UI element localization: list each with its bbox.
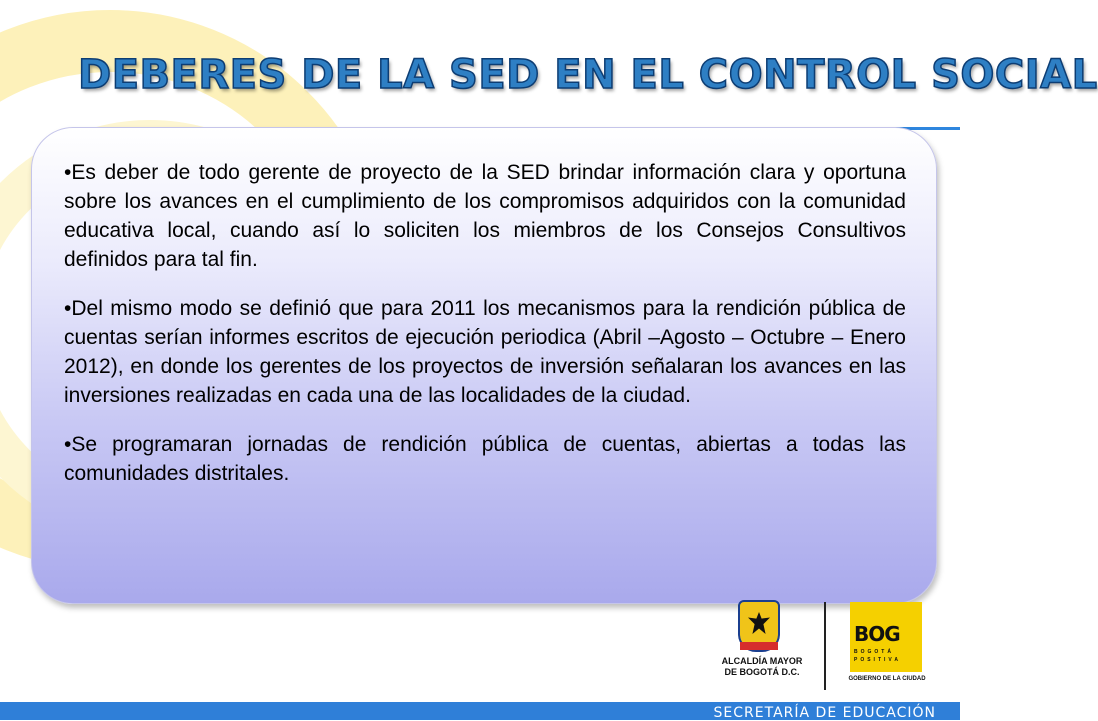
alcaldia-line-2: DE BOGOTÁ D.C. [724, 667, 800, 677]
bog-mark: BOG [854, 622, 900, 646]
content-box [31, 127, 937, 604]
bullet-paragraph-3: •Se programaran jornadas de rendición pública de cuentas, abiertas a todas las comunidades distritales. [64, 433, 906, 485]
bog-subtitle-2: POSITIVA [854, 657, 901, 663]
footer-text: SECRETARÍA DE EDUCACIÓN [713, 705, 936, 721]
bog-positiva-logo-icon [850, 602, 922, 672]
footer-bar [0, 702, 960, 720]
bog-subtitle [854, 648, 918, 664]
eagle-shape [748, 612, 770, 634]
emblem-stripe [740, 642, 778, 650]
alcaldia-label [714, 656, 810, 678]
bullet-paragraph-1: •Es deber de todo gerente de proyecto de la SED brindar información clara y oportuna sobre los avances en el cumplimiento de los compromisos adquiridos con la comunidad educativa local, cuando así lo soliciten los miembros de los Consejos Consultivos definidos para tal fin. [64, 161, 906, 271]
slide-title: DEBERES DE LA SED EN EL CONTROL SOCIAL [78, 52, 1098, 98]
alcaldia-line-1: ALCALDÍA MAYOR [721, 656, 803, 666]
logo-divider [824, 602, 826, 690]
bogota-coat-of-arms-icon [738, 600, 780, 652]
logos-area [714, 598, 934, 698]
bog-caption: GOBIERNO DE LA CIUDAD [848, 676, 926, 682]
bog-subtitle-1: BOGOTÁ [854, 649, 894, 655]
bullet-paragraph-2: •Del mismo modo se definió que para 2011 los mecanismos para la rendición pública de cuentas serían informes escritos de ejecución periodica (Abril –Agosto – Octubre – Enero 2012), en donde los gerentes de los proyectos de inversión señalaran los avances en las inversiones realizadas en cada una de las localidades de la ciudad. [64, 297, 906, 407]
